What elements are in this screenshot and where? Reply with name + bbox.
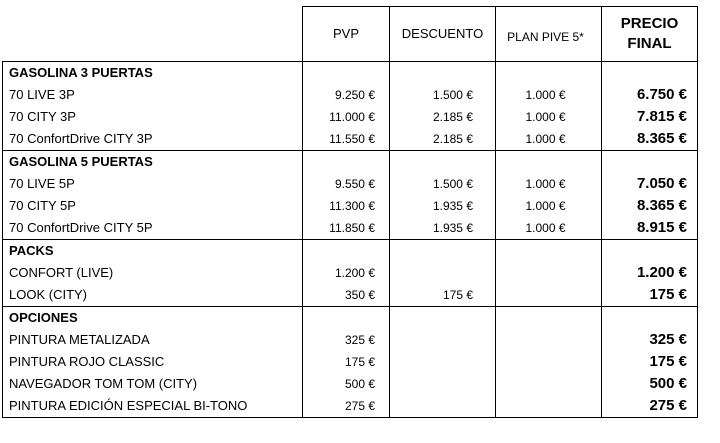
row-pvp: 9.250 € bbox=[303, 84, 390, 106]
section-empty-cell bbox=[496, 151, 602, 174]
header-plan-pive: PLAN PIVE 5* bbox=[496, 7, 602, 62]
header-final-line2: FINAL bbox=[627, 35, 672, 52]
row-descuento bbox=[390, 395, 496, 418]
section-header-row bbox=[3, 240, 698, 263]
row-descuento bbox=[390, 329, 496, 351]
header-final-line1: PRECIO bbox=[620, 15, 679, 32]
row-plan-pive: 1.000 € bbox=[496, 106, 602, 128]
section-empty-cell bbox=[303, 62, 390, 85]
section-empty-cell bbox=[303, 151, 390, 174]
section-header-row bbox=[3, 62, 698, 85]
section-empty-cell bbox=[390, 240, 496, 263]
row-pvp: 9.550 € bbox=[303, 173, 390, 195]
section-empty-cell bbox=[390, 62, 496, 85]
section-header-row bbox=[3, 307, 698, 330]
row-name: 70 CITY 3P bbox=[3, 106, 303, 128]
row-pvp: 11.300 € bbox=[303, 195, 390, 217]
row-descuento: 2.185 € bbox=[390, 128, 496, 151]
header-blank bbox=[3, 7, 303, 62]
row-precio-final: 325 € bbox=[602, 329, 698, 351]
table-row bbox=[3, 329, 698, 351]
price-table bbox=[2, 6, 698, 418]
row-plan-pive bbox=[496, 395, 602, 418]
section-empty-cell bbox=[390, 151, 496, 174]
row-plan-pive: 1.000 € bbox=[496, 195, 602, 217]
row-descuento: 2.185 € bbox=[390, 106, 496, 128]
section-empty-cell bbox=[602, 240, 698, 263]
row-pvp: 325 € bbox=[303, 329, 390, 351]
row-name: 70 ConfortDrive CITY 5P bbox=[3, 217, 303, 240]
row-pvp: 11.850 € bbox=[303, 217, 390, 240]
row-precio-final: 8.365 € bbox=[602, 128, 698, 151]
section-empty-cell bbox=[496, 240, 602, 263]
row-name: 70 CITY 5P bbox=[3, 195, 303, 217]
header-row bbox=[3, 7, 698, 62]
row-precio-final: 1.200 € bbox=[602, 262, 698, 284]
row-pvp: 350 € bbox=[303, 284, 390, 307]
row-precio-final: 7.815 € bbox=[602, 106, 698, 128]
table-body bbox=[3, 62, 698, 418]
section-header-row bbox=[3, 151, 698, 174]
section-empty-cell bbox=[303, 240, 390, 263]
row-descuento: 1.935 € bbox=[390, 195, 496, 217]
row-name: PINTURA EDICIÓN ESPECIAL BI-TONO bbox=[3, 395, 303, 418]
row-precio-final: 6.750 € bbox=[602, 84, 698, 106]
row-plan-pive: 1.000 € bbox=[496, 173, 602, 195]
table-row bbox=[3, 351, 698, 373]
row-name: LOOK (CITY) bbox=[3, 284, 303, 307]
section-empty-cell bbox=[496, 62, 602, 85]
header-pvp: PVP bbox=[303, 7, 390, 62]
row-name: PINTURA METALIZADA bbox=[3, 329, 303, 351]
row-pvp: 275 € bbox=[303, 395, 390, 418]
section-title: GASOLINA 5 PUERTAS bbox=[3, 151, 303, 174]
row-precio-final: 7.050 € bbox=[602, 173, 698, 195]
row-precio-final: 500 € bbox=[602, 373, 698, 395]
section-empty-cell bbox=[602, 307, 698, 330]
row-plan-pive bbox=[496, 373, 602, 395]
table-row bbox=[3, 84, 698, 106]
row-plan-pive bbox=[496, 284, 602, 307]
header-precio-final bbox=[602, 7, 698, 62]
table-row bbox=[3, 262, 698, 284]
row-plan-pive bbox=[496, 329, 602, 351]
row-name: 70 ConfortDrive CITY 3P bbox=[3, 128, 303, 151]
row-plan-pive: 1.000 € bbox=[496, 217, 602, 240]
section-empty-cell bbox=[602, 62, 698, 85]
row-name: 70 LIVE 3P bbox=[3, 84, 303, 106]
row-descuento bbox=[390, 351, 496, 373]
row-descuento bbox=[390, 262, 496, 284]
section-empty-cell bbox=[390, 307, 496, 330]
table-row bbox=[3, 173, 698, 195]
section-title: OPCIONES bbox=[3, 307, 303, 330]
row-plan-pive bbox=[496, 262, 602, 284]
table-row bbox=[3, 195, 698, 217]
section-empty-cell bbox=[496, 307, 602, 330]
row-precio-final: 8.915 € bbox=[602, 217, 698, 240]
row-name: NAVEGADOR TOM TOM (CITY) bbox=[3, 373, 303, 395]
row-descuento bbox=[390, 373, 496, 395]
row-name: PINTURA ROJO CLASSIC bbox=[3, 351, 303, 373]
row-pvp: 1.200 € bbox=[303, 262, 390, 284]
section-empty-cell bbox=[303, 307, 390, 330]
row-precio-final: 8.365 € bbox=[602, 195, 698, 217]
table-row bbox=[3, 106, 698, 128]
table-row bbox=[3, 128, 698, 151]
row-precio-final: 275 € bbox=[602, 395, 698, 418]
row-plan-pive: 1.000 € bbox=[496, 128, 602, 151]
row-pvp: 175 € bbox=[303, 351, 390, 373]
section-empty-cell bbox=[602, 151, 698, 174]
row-pvp: 11.000 € bbox=[303, 106, 390, 128]
table-row bbox=[3, 373, 698, 395]
row-plan-pive bbox=[496, 351, 602, 373]
row-descuento: 175 € bbox=[390, 284, 496, 307]
row-pvp: 500 € bbox=[303, 373, 390, 395]
row-precio-final: 175 € bbox=[602, 351, 698, 373]
row-pvp: 11.550 € bbox=[303, 128, 390, 151]
row-descuento: 1.935 € bbox=[390, 217, 496, 240]
section-title: PACKS bbox=[3, 240, 303, 263]
table-row bbox=[3, 284, 698, 307]
row-descuento: 1.500 € bbox=[390, 173, 496, 195]
header-descuento: DESCUENTO bbox=[390, 7, 496, 62]
row-plan-pive: 1.000 € bbox=[496, 84, 602, 106]
row-precio-final: 175 € bbox=[602, 284, 698, 307]
row-name: 70 LIVE 5P bbox=[3, 173, 303, 195]
row-name: CONFORT (LIVE) bbox=[3, 262, 303, 284]
table-row bbox=[3, 217, 698, 240]
section-title: GASOLINA 3 PUERTAS bbox=[3, 62, 303, 85]
table-row bbox=[3, 395, 698, 418]
row-descuento: 1.500 € bbox=[390, 84, 496, 106]
